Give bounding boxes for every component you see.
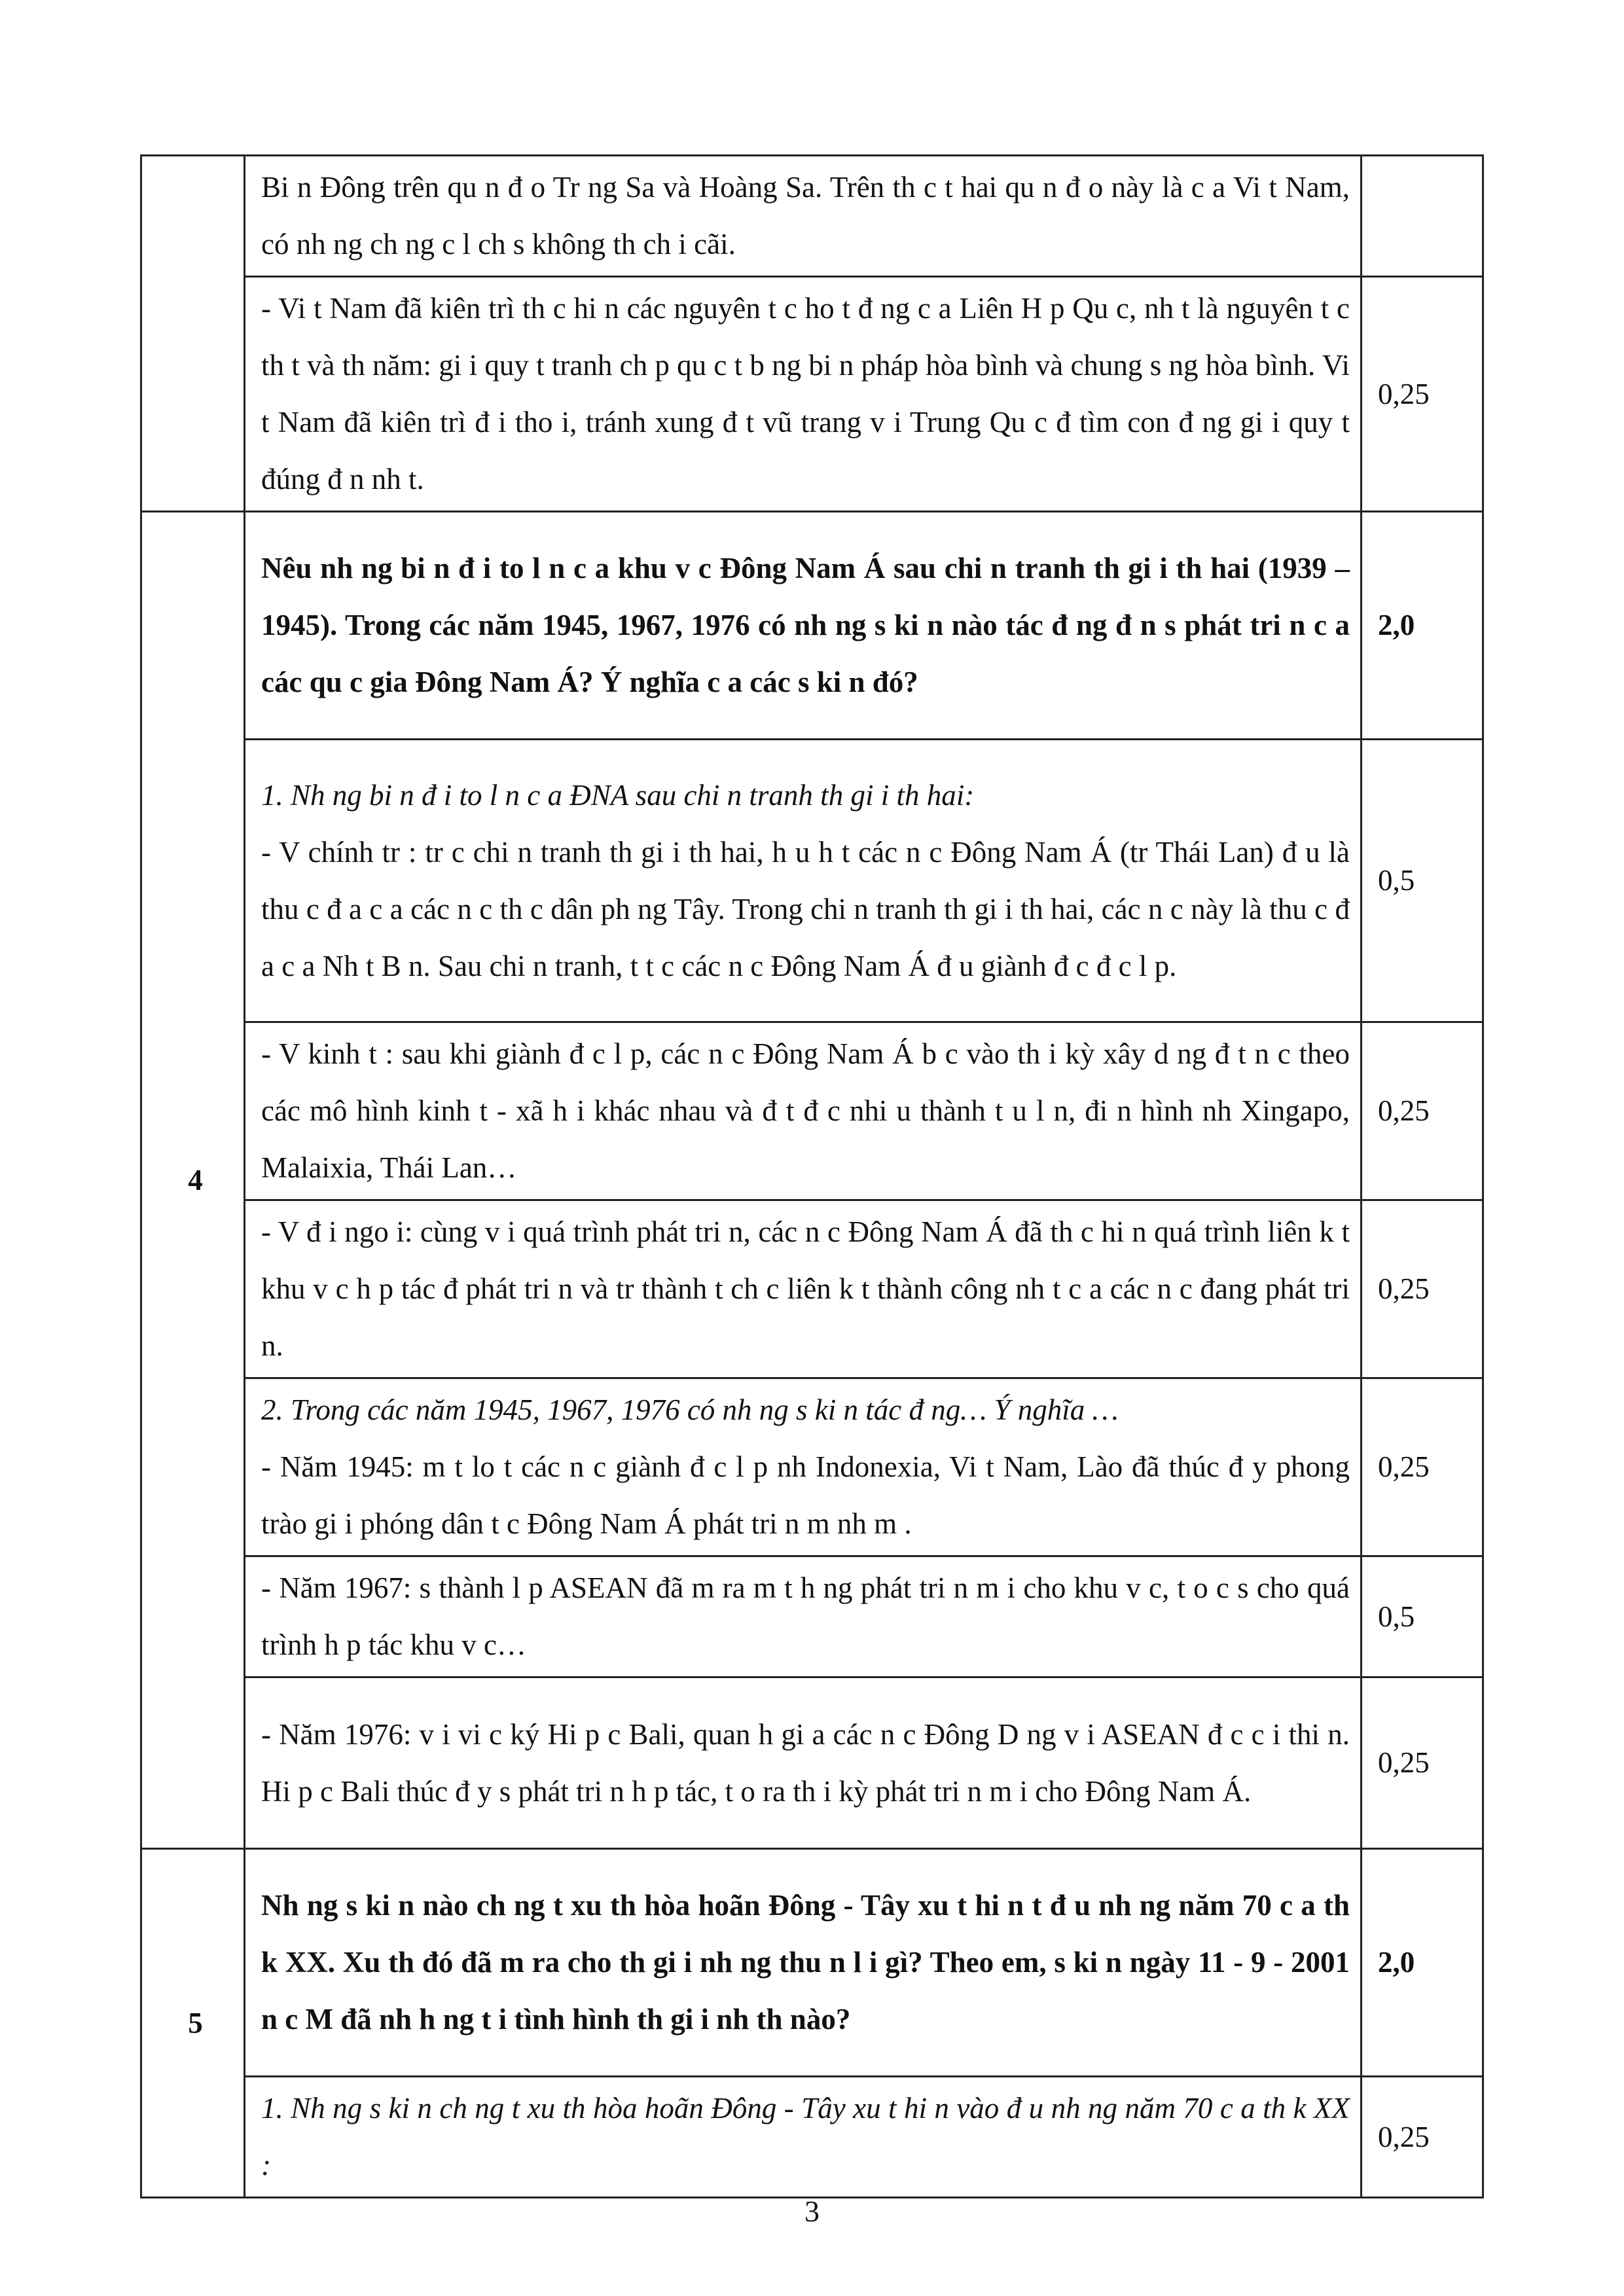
table-row <box>141 1200 1483 1378</box>
score-cell: 0,5 <box>1362 1556 1483 1677</box>
answer-text: Bi n Đông trên qu n đ o Tr ng Sa và Hoàng Sa. Trên th c t hai qu n đ o này là c a Vi t Nam, có nh ng ch ng c l ch s không th ch i cãi. <box>245 156 1362 277</box>
section-heading: 1. Nh ng bi n đ i to l n c a ĐNA sau chi n tranh th gi i th hai: <box>261 778 975 812</box>
score-cell: 2,0 <box>1362 1849 1483 2077</box>
question-number: 4 <box>141 512 245 1849</box>
page-number: 3 <box>804 2195 820 2228</box>
table-row <box>141 1022 1483 1200</box>
table-row <box>141 1556 1483 1677</box>
score-cell: 0,5 <box>1362 740 1483 1022</box>
score-cell: 0,25 <box>1362 2077 1483 2198</box>
score-cell: 0,25 <box>1362 1022 1483 1200</box>
answer-text: - Năm 1967: s thành l p ASEAN đã m ra m t h ng phát tri n m i cho khu v c, t o c s cho quá trình h p tác khu v c… <box>245 1556 1362 1677</box>
answer-text: - Vi t Nam đã kiên trì th c hi n các nguyên t c ho t đ ng c a Liên H p Qu c, nh t là nguyên t c th t và th năm: gi i quy t tranh ch p qu c t b ng bi n pháp hòa bình và chung s ng hòa bình. Vi t Nam đã kiên trì đ i tho i, tránh xung đ t vũ trang v i Trung Qu c đ tìm con đ ng gi i quy t đúng đ n nh t. <box>245 277 1362 512</box>
table-row <box>141 1378 1483 1556</box>
section-heading: 2. Trong các năm 1945, 1967, 1976 có nh ng s ki n tác đ ng… Ý nghĩa … <box>261 1393 1119 1426</box>
answer-text: - V chính tr : tr c chi n tranh th gi i th hai, h u h t các n c Đông Nam Á (tr Thái Lan) đ u là thu c đ a c a các n c th c dân ph ng Tây. Trong chi n tranh th gi i th hai, các n c này là thu c đ a c a Nh t B n. Sau chi n tranh, t t c các n c Đông Nam Á đ u giành đ c đ c l p. <box>261 835 1350 982</box>
table-row <box>141 156 1483 277</box>
question-number-cell <box>141 156 245 512</box>
table-row <box>141 277 1483 512</box>
answer-text: - Năm 1945: m t lo t các n c giành đ c l p nh Indonexia, Vi t Nam, Lào đã thúc đ y phong trào gi i phóng dân t c Đông Nam Á phát tri n m nh m . <box>261 1450 1350 1540</box>
answer-text: - V đ i ngo i: cùng v i quá trình phát tri n, các n c Đông Nam Á đã th c hi n quá trình liên k t khu v c h p tác đ phát tri n và tr thành t ch c liên k t thành công nh t c a các n c đang phát tri n. <box>245 1200 1362 1378</box>
question-row <box>141 512 1483 740</box>
question-text: Nh ng s ki n nào ch ng t xu th hòa hoãn Đông - Tây xu t hi n t đ u nh ng năm 70 c a th k XX. Xu th đó đã m ra cho th gi i nh ng thu n l i gì? Theo em, s ki n ngày 11 - 9 - 2001 n c M đã nh h ng t i tình hình th gi i nh th nào? <box>245 1849 1362 2077</box>
score-cell: 2,0 <box>1362 512 1483 740</box>
question-number: 5 <box>141 1849 245 2198</box>
answer-text: - V kinh t : sau khi giành đ c l p, các n c Đông Nam Á b c vào th i kỳ xây d ng đ t n c theo các mô hình kinh t - xã h i khác nhau và đ t đ c nhi u thành t u l n, đi n hình nh Xingapo, Malaixia, Thái Lan… <box>245 1022 1362 1200</box>
table-row <box>141 2077 1483 2198</box>
table-row <box>141 740 1483 1022</box>
table-row <box>141 1677 1483 1849</box>
question-text: Nêu nh ng bi n đ i to l n c a khu v c Đông Nam Á sau chi n tranh th gi i th hai (1939 – 1945). Trong các năm 1945, 1967, 1976 có nh ng s ki n nào tác đ ng đ n s phát tri n c a các qu c gia Đông Nam Á? Ý nghĩa c a các s ki n đó? <box>245 512 1362 740</box>
score-cell <box>1362 156 1483 277</box>
score-cell: 0,25 <box>1362 1378 1483 1556</box>
answer-block <box>245 740 1362 1022</box>
answer-text: - Năm 1976: v i vi c ký Hi p c Bali, quan h gi a các n c Đông D ng v i ASEAN đ c c i thi n. Hi p c Bali thúc đ y s phát tri n h p tác, t o ra th i kỳ phát tri n m i cho Đông Nam Á. <box>245 1677 1362 1849</box>
question-row <box>141 1849 1483 2077</box>
score-cell: 0,25 <box>1362 1677 1483 1849</box>
score-cell: 0,25 <box>1362 277 1483 512</box>
answer-key-table <box>140 154 1484 2198</box>
score-cell: 0,25 <box>1362 1200 1483 1378</box>
section-heading: 1. Nh ng s ki n ch ng t xu th hòa hoãn Đông - Tây xu t hi n vào đ u nh ng năm 70 c a th k XX : <box>245 2077 1362 2198</box>
answer-block <box>245 1378 1362 1556</box>
